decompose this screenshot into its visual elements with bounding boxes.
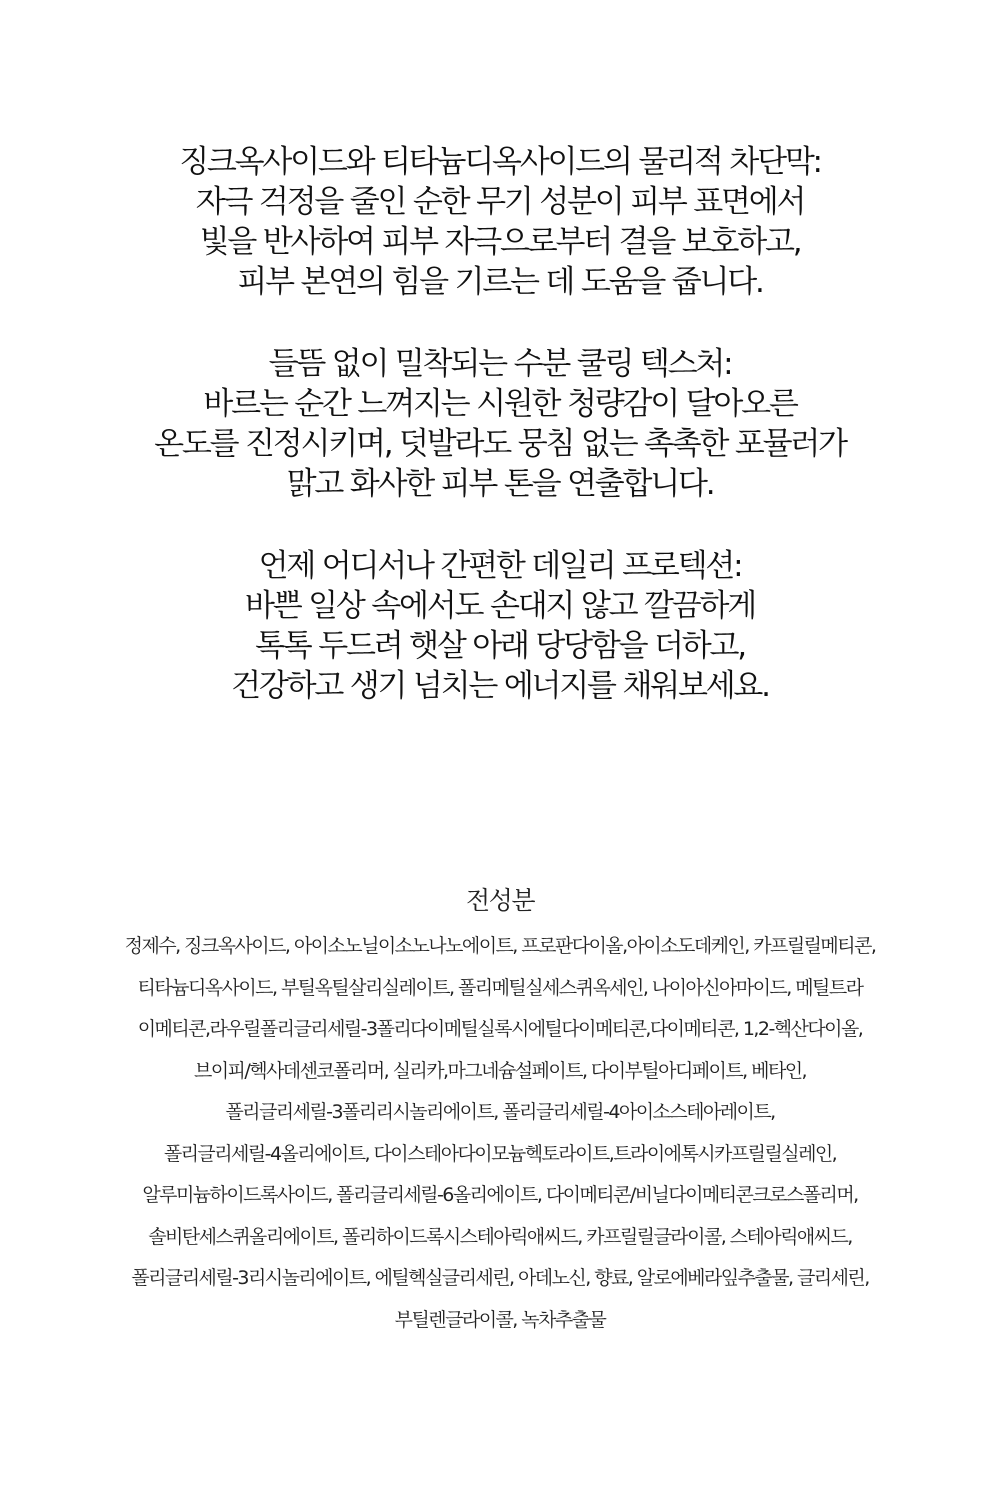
feature-text-line: 바르는 순간 느껴지는 시원한 청량감이 달아오른 [203,386,797,422]
feature-cooling-texture [0,344,1000,504]
feature-text-line: 바쁜 일상 속에서도 손대지 않고 깔끔하게 [245,588,755,624]
ingredient-list-line: 브이피/헥사데센코폴리머, 실리카,마그네슘설페이트, 다이부틸아디페이트, 베타인, [193,1059,807,1082]
ingredient-list-line: 폴리글리세릴-3폴리리시놀리에이트, 폴리글리세릴-4아이소스테아레이트, [225,1101,775,1123]
ingredients-section [0,884,1000,1341]
ingredient-list-line: 폴리글리세릴-3리시놀리에이트, 에틸헥실글리세린, 아데노신, 향료, 알로에베라잎추출물, 글리세린, [131,1267,869,1289]
ingredient-list-line: 부틸렌글라이콜, 녹차추출물 [394,1308,606,1331]
feature-text-line: 건강하고 생기 넘치는 에너지를 채워보세요. [231,668,769,704]
ingredient-list-line: 폴리글리세릴-4올리에이트, 다이스테아다이모늄헥토라이트,트라이에톡시카프릴릴실레인, [163,1142,837,1165]
ingredient-list-line: 알루미늄하이드록사이드, 폴리글리세릴-6올리에이트, 다이메티콘/비닐다이메티콘크로스폴리머, [142,1184,858,1206]
feature-heading: 징크옥사이드와 티타늄디옥사이드의 물리적 차단막: [179,144,821,180]
ingredient-list-line: 솔비탄세스퀴올리에이트, 폴리하이드록시스테아릭애씨드, 카프릴릴글라이콜, 스테아릭애씨드, [148,1225,852,1248]
ingredient-list-line: 이메티콘,라우릴폴리글리세릴-3폴리다이메틸실록시에틸다이메티콘,다이메티콘, 1,2-헥산다이올, [137,1018,863,1040]
feature-text-line: 맑고 화사한 피부 톤을 연출합니다. [286,466,714,502]
ingredient-list-line: 정제수, 징크옥사이드, 아이소노닐이소노나노에이트, 프로판다이올,아이소도데케인, 카프릴릴메티콘, [124,935,876,957]
feature-heading: 언제 어디서나 간편한 데일리 프로텍션: [258,548,742,584]
feature-physical-barrier [0,142,1000,302]
feature-heading: 들뜸 없이 밀착되는 수분 쿨링 텍스처: [268,346,732,382]
feature-text-line: 온도를 진정시키며, 덧발라도 뭉침 없는 촉촉한 포뮬러가 [154,426,846,462]
feature-daily-protection [0,546,1000,706]
ingredients-title: 전성분 [466,886,534,915]
feature-descriptions [0,142,1000,748]
feature-text-line: 톡톡 두드려 햇살 아래 당당함을 더하고, [255,628,745,664]
ingredient-list-line: 티타늄디옥사이드, 부틸옥틸살리실레이트, 폴리메틸실세스퀴옥세인, 나이아신아마이드, 메틸트라 [137,976,863,999]
feature-text-line: 자극 걱정을 줄인 순한 무기 성분이 피부 표면에서 [195,184,805,220]
feature-text-line: 피부 본연의 힘을 기르는 데 도움을 줍니다. [237,264,763,300]
feature-text-line: 빛을 반사하여 피부 자극으로부터 결을 보호하고, [199,224,801,260]
